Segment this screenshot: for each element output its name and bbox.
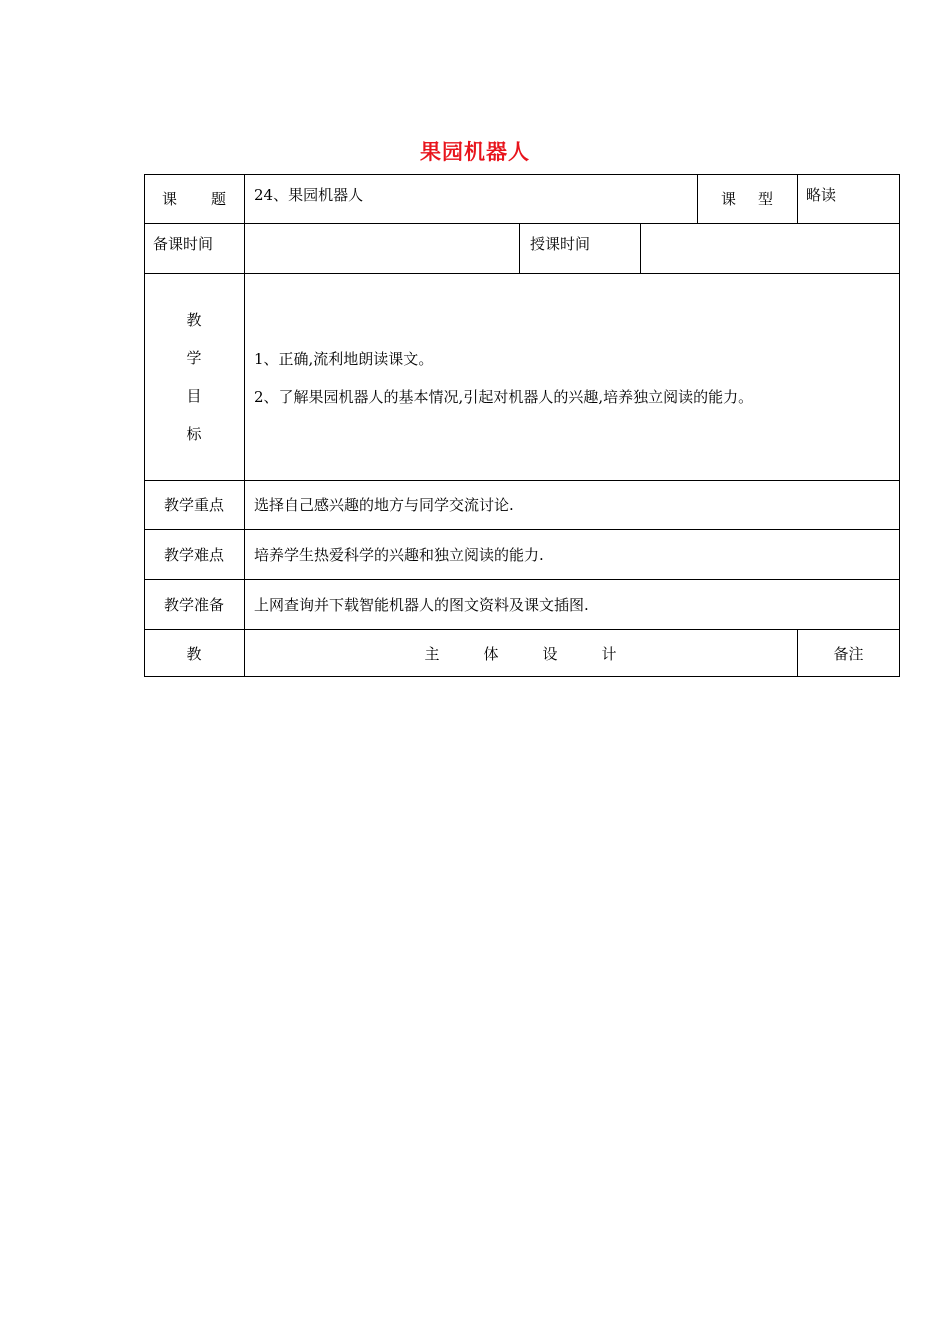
prep-time-value xyxy=(254,223,514,273)
key-points-label: 教学重点 xyxy=(163,496,224,514)
design-col-main xyxy=(244,629,797,677)
teach-time-label: 授课时间 xyxy=(530,235,591,253)
preparation-label: 教学准备 xyxy=(163,595,224,614)
goal-item: 2、了解果园机器人的基本情况,引起对机器人的兴趣,培养独立阅读的能力。 xyxy=(254,388,754,406)
row-key-points xyxy=(144,480,900,529)
topic-label-char: 课 xyxy=(161,190,177,208)
teach-time-value xyxy=(650,223,890,273)
design-header-char: 体 xyxy=(483,644,499,663)
design-col-notes: 备注 xyxy=(833,644,864,663)
difficulties-value: 培养学生热爱科学的兴趣和独立阅读的能力. xyxy=(254,545,544,564)
design-header-char: 设 xyxy=(542,644,558,663)
goals-label xyxy=(144,274,244,480)
goals-label-char: 教 xyxy=(186,311,202,329)
row-times xyxy=(144,223,900,273)
design-header-char: 主 xyxy=(424,644,440,663)
goals-list xyxy=(254,340,894,416)
row-design-header xyxy=(144,629,900,677)
preparation-value: 上网查询并下载智能机器人的图文资料及课文插图. xyxy=(254,595,589,614)
type-label-char: 型 xyxy=(758,190,774,208)
design-header-char: 计 xyxy=(601,644,617,663)
prep-time-label: 备课时间 xyxy=(153,235,214,253)
design-col-teach: 教 xyxy=(186,644,202,663)
document-title: 果园机器人 xyxy=(420,140,530,164)
row-topic xyxy=(144,174,900,223)
row-preparation xyxy=(144,579,900,629)
topic-label-char: 题 xyxy=(211,190,227,208)
goal-item: 1、正确,流利地朗读课文。 xyxy=(254,350,434,368)
type-label xyxy=(697,174,797,223)
difficulties-label: 教学难点 xyxy=(163,545,224,564)
row-difficulties xyxy=(144,529,900,579)
goals-label-char: 目 xyxy=(186,387,202,405)
goals-label-char: 标 xyxy=(186,425,202,443)
type-value: 略读 xyxy=(806,186,837,204)
key-points-value: 选择自己感兴趣的地方与同学交流讨论. xyxy=(254,496,514,514)
topic-label xyxy=(144,174,244,223)
table-rule xyxy=(144,273,900,274)
type-label-char: 课 xyxy=(720,190,736,208)
goals-label-char: 学 xyxy=(186,349,202,367)
topic-value: 24、果园机器人 xyxy=(254,186,364,204)
